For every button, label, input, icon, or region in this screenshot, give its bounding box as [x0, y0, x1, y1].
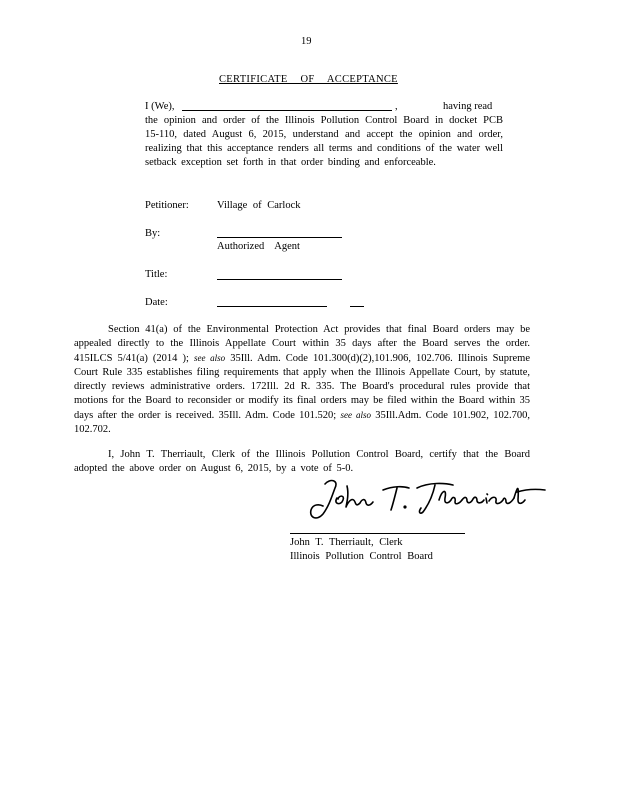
by-signature-line: [217, 237, 342, 238]
clerk-signature-line: [290, 533, 465, 534]
name-blank-line: [182, 110, 392, 111]
appeal-text-3: 35Ill.Adm. Code 101.902, 102.700, 102.702.: [74, 410, 530, 435]
title-blank-line: [217, 279, 342, 280]
cert-comma: ,: [395, 101, 398, 112]
signer-name: John T. Therriault, Clerk: [290, 537, 403, 548]
cert-having: having read: [443, 101, 493, 112]
cert-lead: I (We),: [145, 101, 175, 112]
clerk-certification: I, John T. Therriault, Clerk of the Illinois Pollution Control Board, certify that the Board adopted the above order on August 6, 2015, by a vote of 5-0.: [74, 449, 530, 474]
by-label: By:: [145, 228, 161, 239]
by-caption: Authorized Agent: [217, 241, 300, 252]
appeal-text-2: 35Ill. Adm. Code 101.300(d)(2),101.906, 102.706. Illinois Supreme Court Rule 335 establishes filing requirements that apply when the Illinois Appellate Court, by statute, directly reviews administrative orders. 172Ill. 2d R. 335. The Board's procedural rules provide that motions for the Board to reconsider or modify its final orders may be filed within the Board within 35 days after the order is received. 35Ill. Adm. Code 101.520;: [74, 353, 530, 421]
petitioner-label: Petitioner:: [145, 200, 189, 211]
date-label: Date:: [145, 297, 168, 308]
appeal-paragraph: [74, 323, 530, 437]
see-also-2: see also: [340, 410, 371, 420]
clerk-signature: [305, 474, 550, 524]
signer-org: Illinois Pollution Control Board: [290, 551, 433, 562]
date-blank-line: [217, 306, 327, 307]
date-blank-line-short: [350, 306, 364, 307]
cert-paragraph: the opinion and order of the Illinois Pollution Control Board in docket PCB 15-110, dated August 6, 2015, understand and accept the opinion and order, realizing that this acceptance renders all terms and conditions of the water well setback exception set forth in that order binding and enforceable.: [145, 115, 503, 168]
appeal-text-1: Section 41(a) of the Environmental Protection Act provides that final Board orders may be appealed directly to the Illinois Appellate Court within 35 days after the Board serves the order. 415ILCS 5/41(a) (2014 );: [74, 324, 530, 364]
petitioner-value: Village of Carlock: [217, 200, 301, 211]
page-number: 19: [301, 36, 312, 47]
title-label: Title:: [145, 269, 168, 280]
document-title: CERTIFICATE OF ACCEPTANCE: [219, 74, 398, 85]
see-also-1: see also: [193, 353, 226, 363]
